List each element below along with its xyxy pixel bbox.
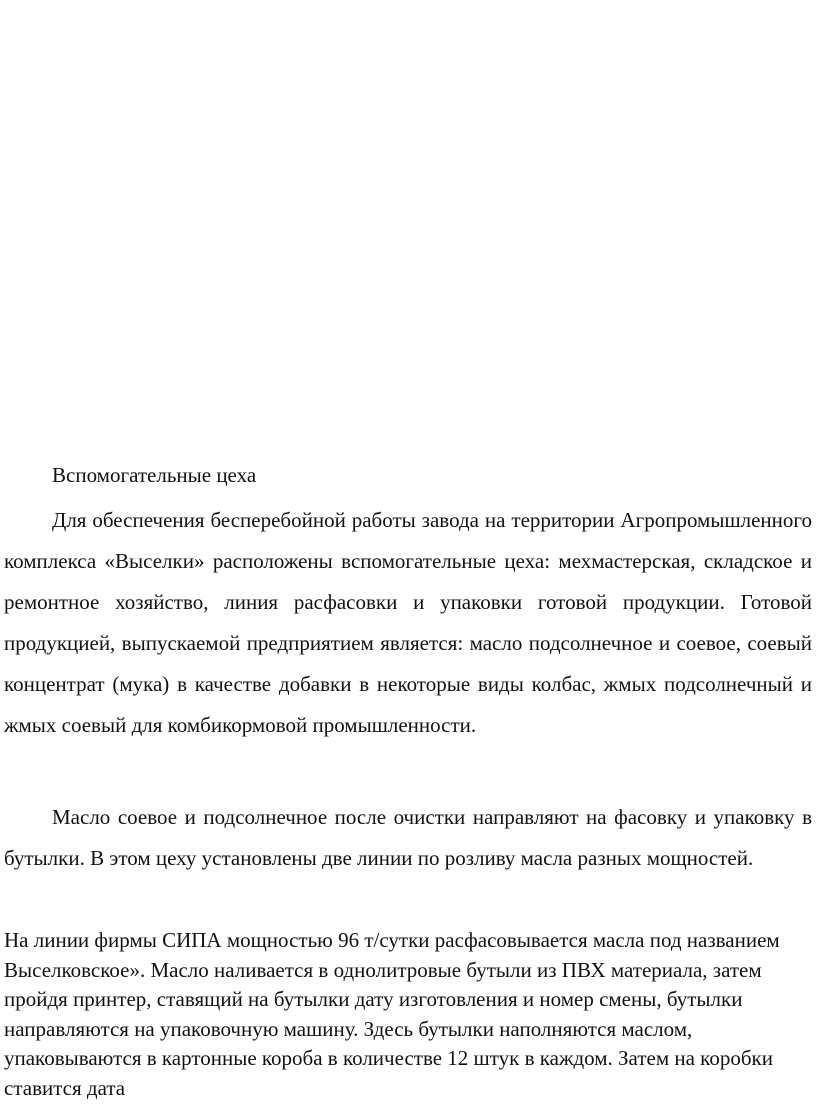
section-heading: Вспомогательные цеха (52, 463, 257, 487)
paragraph-auxiliary-shops: Для обеспечения бесперебойной работы завода на территории Агропромышленного комплекса «Выселки» расположены вспомогательные цеха: мехмастерская, складское и ремонтное хозяйство, линия расфасовки и упаковки готовой продукции. Готовой продукцией, выпускаемой предприятием является: масло подсолнечное и соевое, соевый концентрат (мука) в качестве добавки в некоторые виды колбас, жмых подсолнечный и жмых соевый для комбикормовой промышленности. (4, 508, 812, 737)
paragraph-oil-packaging: Масло соевое и подсолнечное после очистки направляют на фасовку и упаковку в бутылки. В этом цеху установлены две линии по розливу масла разных мощностей. (4, 805, 812, 870)
paragraph-sipa-line: На линии фирмы СИПА мощностью 96 т/сутки расфасовывается масла под названием Выселковское». Масло наливается в однолитровые бутыли из ПВХ материала, затем пройдя принтер, ставящий на бутылки дату изготовления и номер смены, бутылки направляются на упаковочную машину. Здесь бутылки наполняются маслом, упаковываются в картонные короба в количестве 12 штук в каждом. Затем на коробки ставится дата (4, 928, 780, 1100)
